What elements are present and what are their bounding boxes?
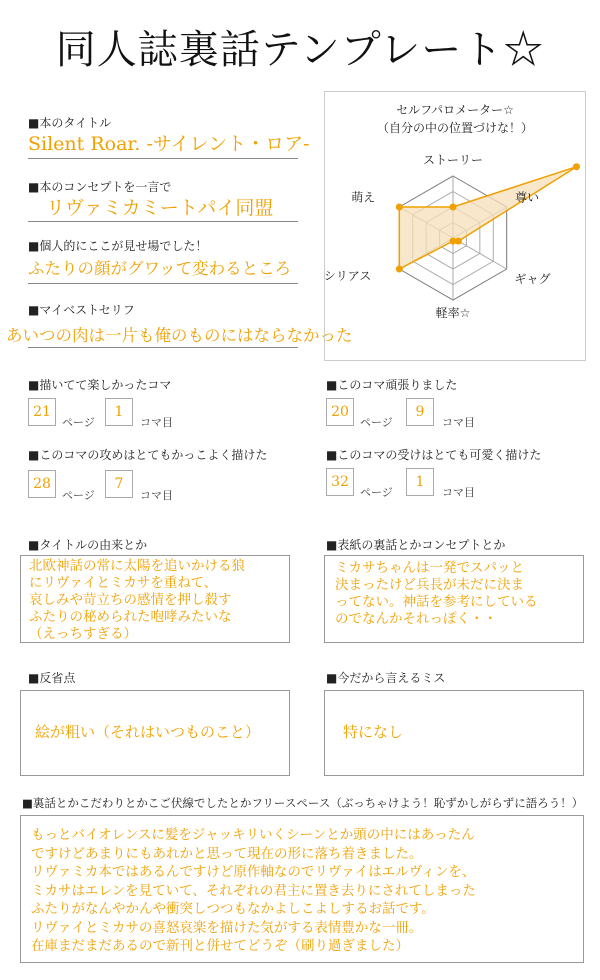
cute-page-number: 32 [326, 468, 354, 496]
origin-line: 北欧神話の常に太陽を追いかける狼 [29, 558, 245, 574]
origin-line: 哀しみや苛立ちの感情を押し殺す [29, 592, 232, 608]
cover-story-label: ■表紙の裏話とかコンセプトとか [326, 538, 506, 552]
best-line-label: ■マイベストセリフ [28, 303, 135, 317]
fun-koma-number: 1 [105, 398, 133, 426]
concept-label: ■本のコンセプトを一言で [28, 180, 172, 194]
free-line: リヴァイとミカサの喜怒哀楽を描けた気がする表情豊かな一冊。 [31, 919, 423, 936]
radar-point-3 [450, 238, 457, 245]
origin-line: にリヴァイとミカサを重ねて、 [29, 575, 218, 591]
mistake-box [324, 690, 584, 776]
fun-page-number: 21 [28, 398, 56, 426]
cover-line: のでなんかそれっぽく・・ [335, 611, 497, 627]
free-line: ミカサはエレンを見ていて、それぞれの君主に置き去りにされてしまった [31, 882, 476, 899]
best-line-answer: あいつの肉は一片も俺のものにはならなかった [6, 326, 353, 345]
radar-point-0 [450, 204, 457, 211]
free-line: リヴァミカ本ではあるんですけど原作軸なのでリヴァイはエルヴィンを、 [31, 864, 476, 880]
fun-koma-unit: コマ目 [140, 416, 173, 429]
radar-point-1 [573, 163, 580, 170]
title-origin-box [20, 555, 290, 643]
book-title-label: ■本のタイトル [28, 116, 112, 130]
self-parameter-panel [324, 91, 586, 361]
effort-koma-label: ■このコマ頑張りました [326, 378, 458, 392]
mistake-label: ■今だから言えるミス [326, 671, 446, 685]
cute-koma-number: 1 [406, 468, 434, 496]
free-space-box [20, 815, 584, 963]
page-title: 同人誌裏話テンプレート☆ [55, 27, 545, 73]
highlight-answer: ふたりの顔がグワッて変わるところ [28, 256, 298, 284]
book-title-answer: Silent Roar. -サイレント・ロア- [28, 131, 298, 159]
radar-axis-label-5: 萌え [351, 190, 376, 205]
radar-chart [325, 92, 585, 360]
effort-koma-unit: コマ目 [442, 416, 475, 429]
cool-koma-unit: コマ目 [140, 489, 173, 502]
radar-point-5 [396, 204, 403, 211]
regret-box [20, 690, 290, 776]
free-line: 在庫まだまだあるので新刊と併せてどうぞ（刷り過ぎました） [31, 938, 409, 954]
cover-line: ミカサちゃんは一発でスパッと [335, 560, 524, 576]
cute-koma-unit: コマ目 [442, 486, 475, 499]
cool-koma-number: 7 [105, 470, 133, 498]
cover-story-box [324, 555, 584, 643]
mistake-text: 特になし [343, 723, 404, 741]
radar-subtitle: （自分の中の位置づけな！） [376, 121, 534, 135]
radar-axis-label-1: 尊い [515, 190, 540, 205]
radar-shape [399, 167, 576, 269]
cute-page-unit: ページ [360, 486, 393, 499]
title-origin-label: ■タイトルの由来とか [28, 538, 148, 552]
concept-answer: リヴァミカミートパイ同盟 [28, 195, 298, 222]
radar-axis-label-0: ストーリー [422, 153, 484, 167]
radar-title: セルフパロメーター☆ [396, 103, 514, 117]
effort-page-number: 20 [326, 398, 354, 426]
cute-koma-label: ■このコマの受けはとても可愛く描けた [326, 448, 542, 462]
radar-axis-label-3: 軽率☆ [435, 305, 471, 320]
cool-page-number: 28 [28, 470, 56, 498]
cool-page-unit: ページ [62, 489, 95, 502]
radar-point-4 [396, 266, 403, 273]
fun-koma-label: ■描いてて楽しかったコマ [28, 378, 172, 392]
effort-koma-number: 9 [406, 398, 434, 426]
fun-page-unit: ページ [62, 416, 95, 429]
free-space-label: ■裏話とかこだわりとかこご伏線でしたとかフリースペース（ぶっちゃけよう！恥ずかしがらずに語ろう！） [22, 796, 584, 810]
free-line: もっとバイオレンスに髪をジャッキリいくシーンとか頭の中にはあったん [31, 827, 475, 843]
effort-page-unit: ページ [360, 416, 393, 429]
cover-line: 決まったけど兵長が未だに決ま [335, 577, 524, 593]
origin-line: ふたりの秘められた咆哮みたいな [29, 609, 232, 625]
origin-line: （えっちすぎる） [29, 626, 137, 642]
cool-koma-label: ■このコマの攻めはとてもかっこよく描けた [28, 448, 268, 462]
cover-line: ってない。神話を参考にしている [335, 594, 538, 610]
radar-axis-label-2: ギャグ [514, 272, 551, 286]
regret-label: ■反省点 [28, 671, 76, 685]
best-line-underline [28, 347, 298, 348]
free-line: ふたりがなんやかんや衝突しつつもなかよしこよしするお話です。 [31, 901, 435, 917]
radar-axis-label-4: シリアス [323, 269, 372, 284]
regret-text: 絵が粗い（それはいつものこと） [35, 723, 261, 741]
free-line: ですけどあまりにもあれかと思って現在の形に落ち着きました。 [31, 845, 423, 862]
highlight-label: ■個人的にここが見せ場でした！ [28, 239, 208, 253]
